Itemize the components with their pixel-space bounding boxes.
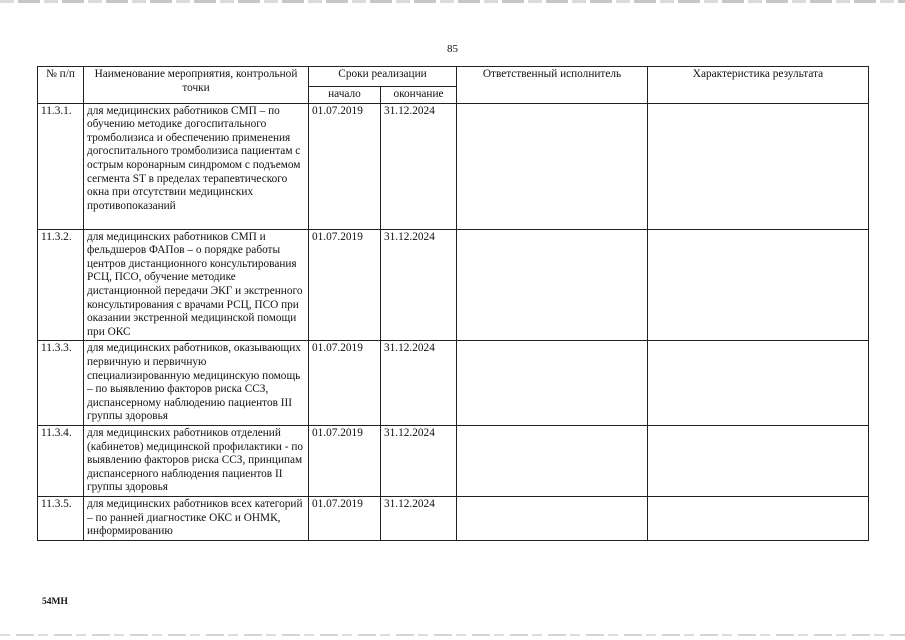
table-row: [38, 425, 869, 496]
row-num: 11.3.4.: [38, 425, 84, 496]
footer-code: 54МН: [42, 597, 68, 607]
header-row-1: [38, 67, 869, 87]
row-start: 01.07.2019: [309, 425, 381, 496]
row-result: [648, 496, 869, 540]
row-name: для медицинских работников, оказывающих первичную и первичную специализированную медицинскую помощь – по выявлению факторов риска ССЗ, диспансерному наблюдению пациентов III группы здоровья: [84, 341, 309, 426]
row-start: 01.07.2019: [309, 103, 381, 229]
row-name: для медицинских работников отделений (кабинетов) медицинской профилактики - по выявлению факторов риска ССЗ, принципам диспансерного наблюдения пациентов II группы здоровья: [84, 425, 309, 496]
row-result: [648, 341, 869, 426]
row-result: [648, 425, 869, 496]
row-num: 11.3.5.: [38, 496, 84, 540]
row-end: 31.12.2024: [381, 229, 457, 341]
row-end: 31.12.2024: [381, 496, 457, 540]
scan-artifact-top: [0, 0, 905, 3]
row-result: [648, 103, 869, 229]
row-start: 01.07.2019: [309, 229, 381, 341]
row-end: 31.12.2024: [381, 103, 457, 229]
header-num: № п/п: [38, 67, 84, 104]
row-end: 31.12.2024: [381, 341, 457, 426]
row-name: для медицинских работников СМП – по обучению методике догоспитального тромболизиса и обеспечению применения догоспитального тромболизиса пациентам с острым коронарным синдромом с подъемом сегмента ST в пределах терапевтического окна при отсутствии медицинских противопоказаний: [84, 103, 309, 229]
header-start: начало: [309, 87, 381, 104]
row-start: 01.07.2019: [309, 341, 381, 426]
row-responsible: [457, 496, 648, 540]
table-body: [38, 103, 869, 540]
row-num: 11.3.1.: [38, 103, 84, 229]
page-number: 85: [447, 43, 458, 55]
header-result: Характеристика результата: [648, 67, 869, 104]
row-responsible: [457, 425, 648, 496]
scan-artifact-bottom: [0, 634, 905, 636]
table-row: [38, 229, 869, 341]
row-responsible: [457, 229, 648, 341]
row-end: 31.12.2024: [381, 425, 457, 496]
row-start: 01.07.2019: [309, 496, 381, 540]
row-name: для медицинских работников всех категорий – по ранней диагностике ОКС и ОНМК, информированию: [84, 496, 309, 540]
row-result: [648, 229, 869, 341]
table-header: [38, 67, 869, 104]
table-row: [38, 496, 869, 540]
row-num: 11.3.2.: [38, 229, 84, 341]
header-responsible: Ответственный исполнитель: [457, 67, 648, 104]
activity-table: [37, 66, 869, 541]
header-period: Сроки реализации: [309, 67, 457, 87]
table-row: [38, 103, 869, 229]
row-num: 11.3.3.: [38, 341, 84, 426]
row-responsible: [457, 341, 648, 426]
header-name: Наименование мероприятия, контрольной точки: [84, 67, 309, 104]
row-responsible: [457, 103, 648, 229]
row-name: для медицинских работников СМП и фельдшеров ФАПов – о порядке работы центров дистанционного консультирования РСЦ, ПСО, обучение методике дистанционной передачи ЭКГ и экстренного консультирования с врачами РСЦ, ПСО при оказании экстренной медицинской помощи при ОКС: [84, 229, 309, 341]
table-row: [38, 341, 869, 426]
header-end: окончание: [381, 87, 457, 104]
